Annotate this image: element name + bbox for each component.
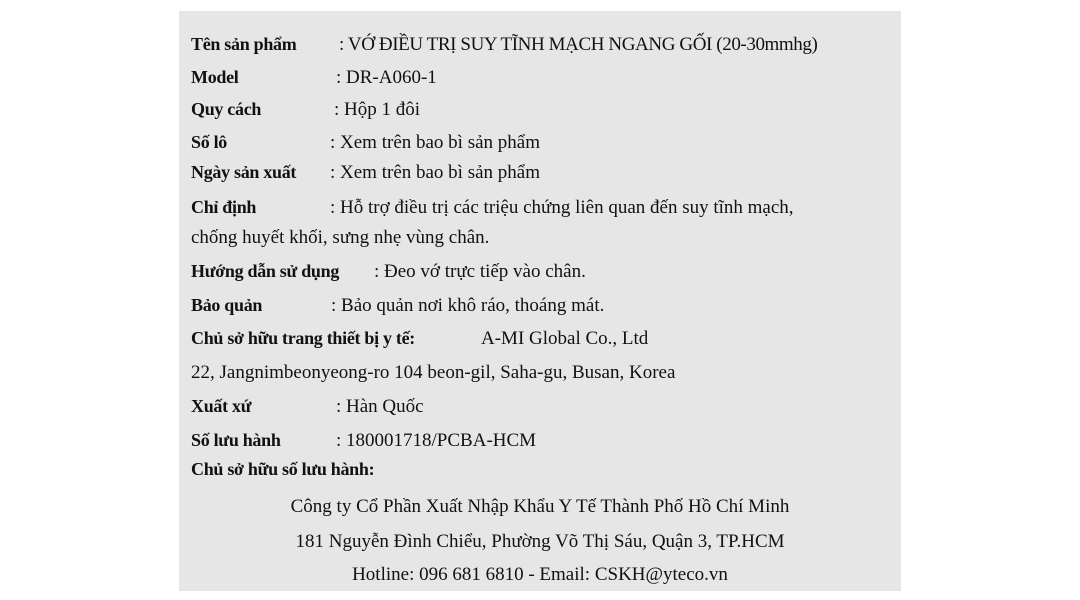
- device-owner-label: Chủ sở hữu trang thiết bị y tế:: [191, 328, 415, 348]
- mfg-date-value: : Xem trên bao bì sản phẩm: [330, 162, 541, 183]
- mfg-date-row: [191, 161, 540, 184]
- product-label-sheet: [179, 11, 901, 591]
- device-owner-row: [191, 327, 648, 350]
- model-row: [191, 66, 437, 89]
- registration-owner-row: [191, 458, 374, 481]
- origin-label: Xuất xứ: [191, 396, 252, 416]
- registration-number-row: [191, 429, 536, 452]
- model-value: : DR-A060-1: [336, 67, 437, 88]
- product-name-value: : VỚ ĐIỀU TRỊ SUY TĨNH MẠCH NGANG GỐI (20-30mmhg): [339, 34, 818, 55]
- registration-number-value: : 180001718/PCBA-HCM: [336, 430, 537, 451]
- device-owner-address-row: [191, 362, 675, 384]
- product-name-row: [191, 33, 817, 56]
- usage-value: : Đeo vớ trực tiếp vào chân.: [374, 261, 586, 282]
- indication-value-continuation: chống huyết khối, sưng nhẹ vùng chân.: [191, 227, 490, 248]
- lot-label: Số lô: [191, 132, 228, 152]
- registration-owner-company: Công ty Cổ Phần Xuất Nhập Khẩu Y Tế Thành Phố Hồ Chí Minh: [290, 496, 790, 517]
- product-name-label: Tên sản phẩm: [191, 34, 297, 54]
- packing-label: Quy cách: [191, 99, 262, 119]
- registration-owner-address: 181 Nguyễn Đình Chiểu, Phường Võ Thị Sáu, Quận 3, TP.HCM: [295, 531, 785, 552]
- origin-value: : Hàn Quốc: [336, 396, 424, 417]
- registration-owner-label: Chủ sở hữu số lưu hành:: [191, 459, 375, 479]
- indication-row: [191, 196, 794, 219]
- indication-continuation-row: [191, 227, 489, 249]
- packing-value: : Hộp 1 đôi: [334, 99, 421, 120]
- origin-row: [191, 395, 424, 418]
- model-label: Model: [191, 67, 239, 87]
- packing-row: [191, 98, 420, 121]
- indication-label: Chỉ định: [191, 197, 257, 217]
- lot-value: : Xem trên bao bì sản phẩm: [330, 132, 541, 153]
- storage-label: Bảo quản: [191, 295, 263, 315]
- device-owner-value: A-MI Global Co., Ltd: [481, 328, 649, 349]
- indication-value: : Hỗ trợ điều trị các triệu chứng liên quan đến suy tĩnh mạch,: [330, 197, 794, 218]
- usage-label: Hướng dẫn sử dụng: [191, 261, 340, 281]
- storage-row: [191, 294, 604, 317]
- usage-row: [191, 260, 586, 283]
- mfg-date-label: Ngày sản xuất: [191, 162, 297, 182]
- registration-number-label: Số lưu hành: [191, 430, 281, 450]
- device-owner-address: 22, Jangnimbeonyeong-ro 104 beon-gil, Saha-gu, Busan, Korea: [191, 362, 676, 383]
- lot-row: [191, 131, 540, 154]
- registration-owner-contact: Hotline: 096 681 6810 - Email: CSKH@yteco.vn: [352, 564, 728, 585]
- storage-value: : Bảo quản nơi khô ráo, thoáng mát.: [331, 295, 605, 316]
